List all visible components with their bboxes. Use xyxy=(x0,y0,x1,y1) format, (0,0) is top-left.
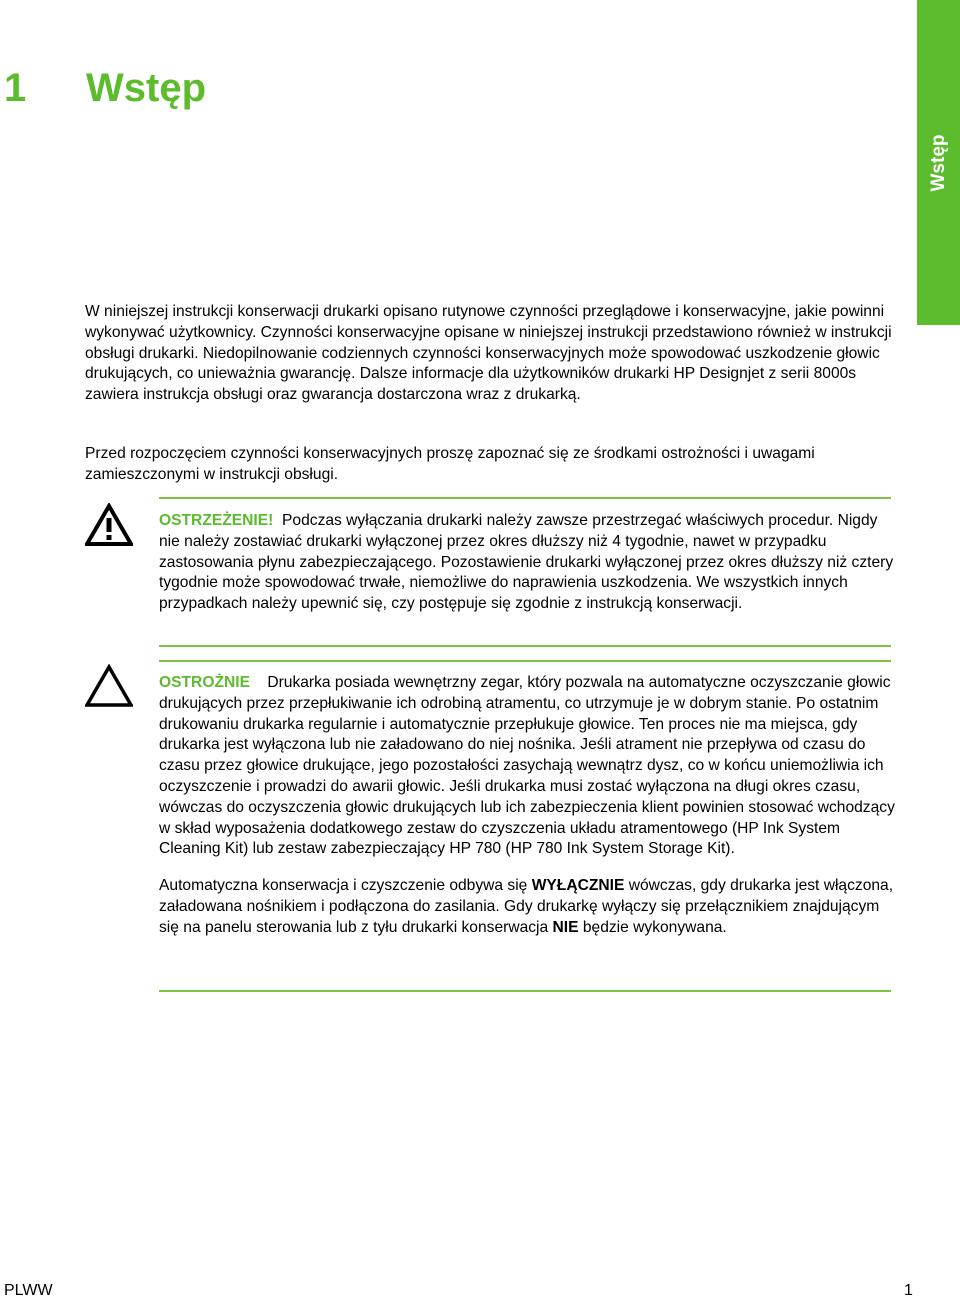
warning-label: OSTRZEŻENIE! xyxy=(159,512,274,529)
caution-bottom-rule xyxy=(159,990,891,992)
chapter-side-tab xyxy=(917,0,960,325)
chapter-number: 1 xyxy=(4,66,27,110)
caution-top-rule xyxy=(159,660,891,662)
side-tab-label: Wstęp xyxy=(927,134,949,192)
caution-label: OSTROŻNIE xyxy=(159,674,250,691)
warning-text: Podczas wyłączania drukarki należy zawsze przestrzegać właściwych procedur. Nigdy nie należy zostawiać drukarki wyłączonej przez okres dłuższy niż 4 tygodnie, nawet w przypadku zastosowania płynu zabezpieczającego. Pozostawienie drukarki wyłączonej przez okres dłuższy niż cztery tygodnie może spowodować trwałe, niemożliwe do naprawienia uszkodzenia. We wszystkich innych przypadkach należy upewnić się, czy postępuje się zgodnie z instrukcją konserwacji. xyxy=(159,512,894,613)
caution-p2-text-3: będzie wykonywana. xyxy=(578,918,727,936)
intro-paragraph-1: W niniejszej instrukcji konserwacji drukarki opisano rutynowe czynności przeglądowe i konserwacyjne, jakie powinni wykonywać użytkownicy. Czynności konserwacyjne opisane w niniejszej instrukcji przedstawiono również w instrukcji obsługi drukarki. Niedopilnowanie codziennych czynności konserwacyjnych może spowodować uszkodzenie głowic drukujących, co unieważnia gwarancję. Dalsze informacje dla użytkowników drukarki HP Designjet z serii 8000s zawiera instrukcja obsługi oraz gwarancja dostarczona wraz z drukarką. xyxy=(85,303,892,404)
caution-text: Drukarka posiada wewnętrzny zegar, który pozwala na automatyczne oczyszczanie głowic drukujących przez przepłukiwanie ich odrobiną atramentu, co utrzymuje je w dobrym stanie. Po ostatnim drukowaniu drukarka regularnie i automatycznie przepłukuje głowice. Ten proces nie ma miejsca, gdy drukarka jest wyłączona lub nie załadowano do niej nośnika. Jeśli atrament nie przepływa od czasu do czasu przez głowice drukujące, jego pozostałości zasychają wewnątrz dysz, co w końcu uniemożliwia ich oczyszczenie i prowadzi do awarii głowic. Jeśli drukarka musi zostać wyłączona na długi okres czasu, wówczas do oczyszczenia głowic drukujących lub ich zabezpieczenia klient powinien stosować wchodzący w skład wyposażenia dodatkowego zestaw do czyszczenia układu atramentowego (HP Ink System Cleaning Kit) lub zestaw zabezpieczający HP 780 (HP 780 Ink System Storage Kit). xyxy=(159,674,895,858)
warning-icon xyxy=(85,503,133,547)
warning-top-rule xyxy=(159,497,891,499)
footer-left: PLWW xyxy=(4,1282,53,1299)
footer-page-number: 1 xyxy=(904,1282,913,1299)
caution-note xyxy=(159,673,899,939)
caution-paragraph-2 xyxy=(159,876,899,938)
caution-p2-text-1: Automatyczna konserwacja i czyszczenie odbywa się xyxy=(159,877,532,895)
caution-p2-bold-1: WYŁĄCZNIE xyxy=(531,877,625,895)
warning-note xyxy=(159,511,899,615)
warning-bottom-rule xyxy=(159,645,891,647)
caution-icon xyxy=(85,664,133,708)
caution-p2-bold-2: NIE xyxy=(552,918,579,936)
intro-paragraph-2: Przed rozpoczęciem czynności konserwacyjnych proszę zapoznać się ze środkami ostrożności i uwagami zamieszczonymi w instrukcji obsługi. xyxy=(85,445,815,483)
caution-p2-text-2: wówczas, gdy drukarka jest włączona, załadowana nośnikiem i podłączona do zasilania. Gdy drukarkę wyłączy się przełącznikiem znajdującym się na panelu sterowania lub z tyłu drukarki konserwacja xyxy=(159,877,894,936)
chapter-title: Wstęp xyxy=(86,66,206,110)
